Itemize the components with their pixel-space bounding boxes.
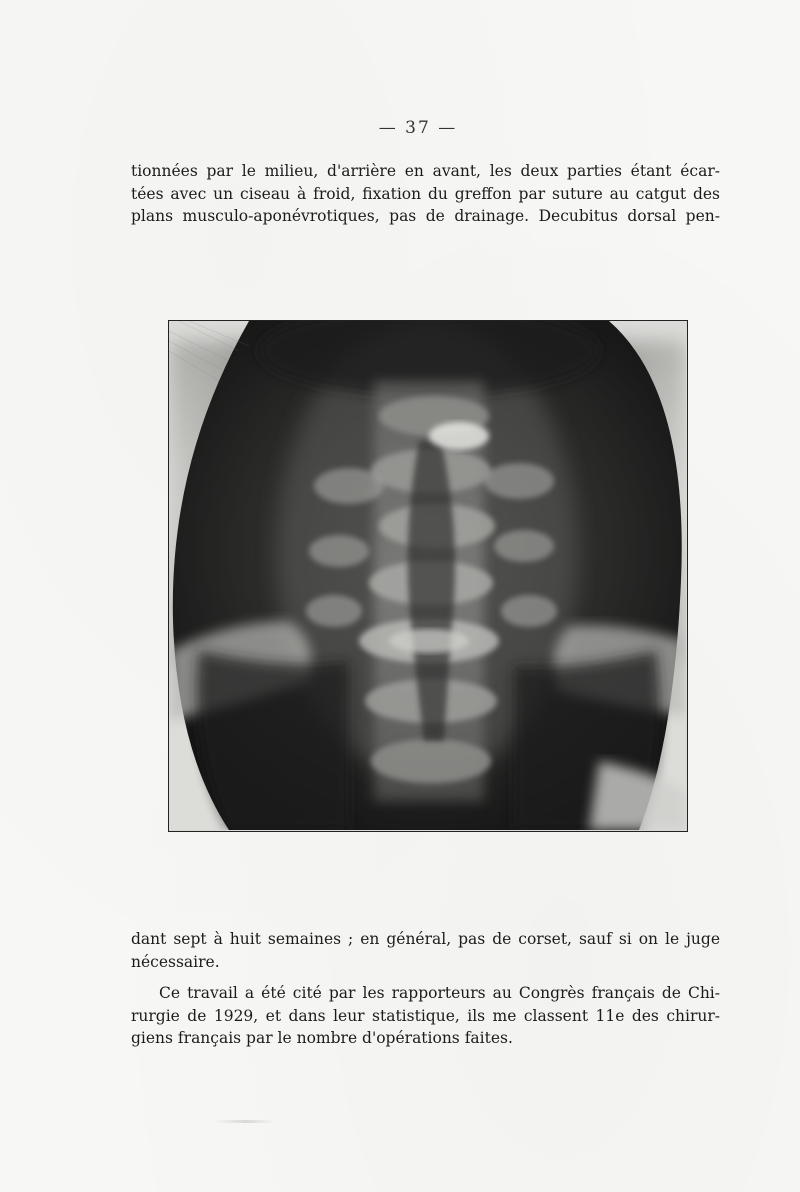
text-line: Ce travail a été cité par les rapporteurs au Congrès français de Chi- [159,984,720,1002]
page-number: — 37 — [378,118,458,138]
text-line: rurgie de 1929, et dans leur statistique, ils me classent 11e des chirur- [131,1006,720,1025]
paper-speck [215,1120,275,1123]
text-line: plans musculo-aponévrotiques, pas de drainage. Decubitus dorsal pen- [131,207,720,225]
text-line: dant sept à huit semaines ; en général, pas de corset, sauf si on le juge [131,930,720,948]
paragraph-operation-description [131,160,720,228]
text-line: tées avec un ciseau à froid, fixation du greffon par suture au catgut des [131,184,720,203]
radiograph-figure [168,320,688,832]
paragraph-post-operative [131,928,720,973]
text-line: tionnées par le milieu, d'arrière en avant, les deux parties étant écar- [131,162,720,180]
paragraph-congress-citation [131,982,720,1050]
radiograph-image [169,321,686,830]
text-line: giens français par le nombre d'opérations faites. [131,1029,513,1047]
text-line: nécessaire. [131,952,220,971]
